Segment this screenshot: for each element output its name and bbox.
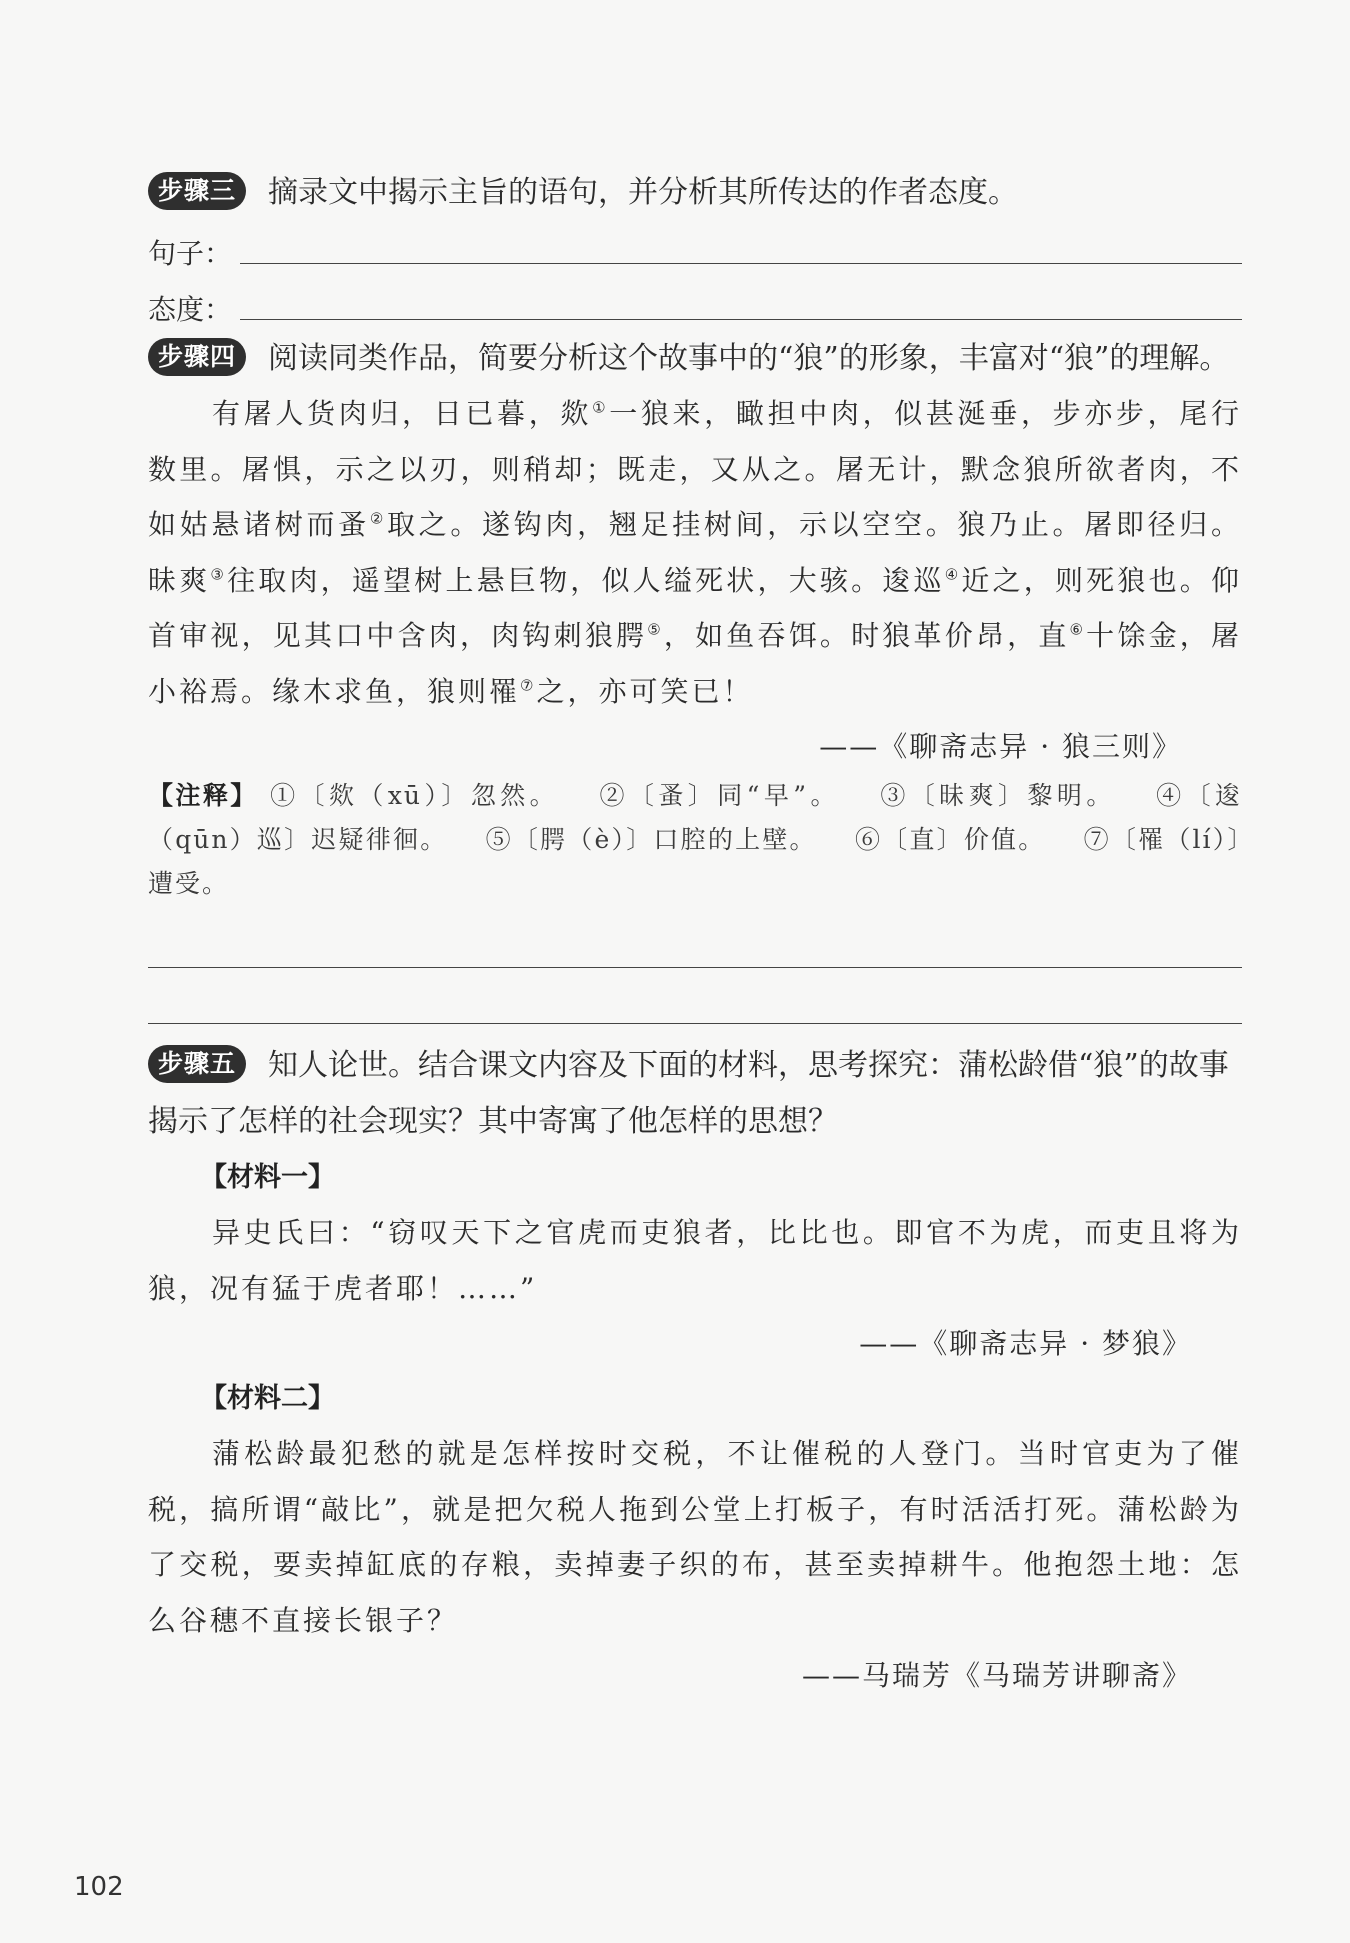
passage-segment: 有屠人货肉归，日已暮，欻 — [212, 397, 593, 430]
step5-text: 知人论世。结合课文内容及下面的材料，思考探究：蒲松龄借“狼”的故事揭示了怎样的社会现实？其中寄寓了他怎样的思想？ — [148, 1048, 1229, 1139]
footnote-marker: ③ — [210, 565, 228, 584]
material2-heading: 【材料二】 — [200, 1383, 335, 1414]
footnote-marker: ⑦ — [520, 676, 537, 695]
material1-source: ——《聊斋志异 · 梦狼》 — [859, 1327, 1192, 1360]
passage-segment: ，如鱼吞饵。时狼革价昂，直 — [663, 619, 1070, 652]
step5-prompt — [148, 1038, 1242, 1150]
step4-answer-line-2[interactable] — [148, 968, 1242, 1024]
annotation-item: ⑦〔罹（lí）〕遭受。 — [148, 825, 1242, 898]
attitude-answer-line[interactable] — [240, 318, 1242, 320]
step4-badge: 步骤四 — [148, 338, 246, 376]
passage-segment: 近之，则死狼也。仰首审视，见其口中含肉，肉钩刺狼腭 — [148, 563, 1242, 652]
step3-text: 摘录文中揭示主旨的语句，并分析其所传达的作者态度。 — [268, 175, 1019, 210]
annotations — [148, 774, 1242, 906]
passage-segment: 取之。遂钩肉，翘足挂树间，示以空空。狼乃止。屠即径归。昧爽 — [148, 508, 1242, 597]
step4-answer-line-1[interactable] — [148, 912, 1242, 968]
material2-source: ——马瑞芳《马瑞芳讲聊斋》 — [801, 1659, 1192, 1692]
footnote-marker: ① — [592, 398, 610, 417]
footnote-marker: ② — [369, 509, 387, 528]
passage-segment: 之，亦可笑已！ — [536, 674, 754, 708]
attitude-answer-row — [148, 272, 1242, 328]
material1-text: 异史氏曰：“窃叹天下之官虎而吏狼者，比比也。即官不为虎，而吏且将为狼，况有猛于虎者耶！……” — [148, 1216, 1242, 1305]
step4-text: 阅读同类作品，简要分析这个故事中的“狼”的形象，丰富对“狼”的理解。 — [268, 341, 1230, 376]
annotation-item: ③〔昧爽〕黎明。 — [880, 781, 1116, 810]
annotation-item: ②〔蚤〕同“早”。 — [599, 781, 840, 810]
sentence-answer-row — [148, 216, 1242, 272]
passage-source: ——《聊斋志异 · 狼三则》 — [819, 730, 1182, 763]
wolf-passage — [148, 386, 1242, 719]
step5-badge: 步骤五 — [148, 1045, 246, 1083]
footnote-marker: ⑤ — [647, 620, 664, 639]
footnote-marker: ⑥ — [1069, 620, 1087, 639]
attitude-label: 态度： — [148, 293, 233, 326]
footnote-marker: ④ — [944, 565, 962, 584]
passage-segment: 十馀金，屠小裕焉。缘木求鱼，狼则罹 — [148, 619, 1242, 708]
material2-text: 蒲松龄最犯愁的就是怎样按时交税，不让催税的人登门。当时官吏为了催税，搞所谓“敲比”，就是把欠税人拖到公堂上打板子，有时活活打死。蒲松龄为了交税，要卖掉缸底的存粮，卖掉妻子织的布，甚至卖掉耕牛。他抱怨土地：怎么谷穗不直接长银子？ — [148, 1437, 1242, 1637]
material1-heading: 【材料一】 — [200, 1162, 335, 1193]
annotation-item: ④〔逡（qūn）巡〕迟疑徘徊。 — [148, 781, 1243, 854]
annotations-label: 【注释】 — [148, 781, 258, 810]
sentence-answer-line[interactable] — [240, 262, 1242, 264]
passage-segment: 一狼来，瞰担中肉，似甚涎垂，步亦步，尾行数里。屠惧，示之以刃，则稍却；既走，又从之。屠无计，默念狼所欲者肉，不如姑悬诸树而蚤 — [148, 397, 1242, 541]
annotation-item: ⑤〔腭（è）〕口腔的上壁。 — [485, 825, 817, 854]
step3-badge: 步骤三 — [148, 172, 246, 210]
passage-segment: 往取肉，遥望树上悬巨物，似人缢死状，大骇。逡巡 — [227, 563, 945, 597]
step3-prompt — [148, 170, 1242, 216]
annotation-item: ①〔欻（xū）〕忽然。 — [270, 781, 560, 810]
step4-prompt — [148, 336, 1242, 382]
sentence-label: 句子： — [148, 237, 233, 270]
page-number: 102 — [74, 1872, 124, 1902]
page-content — [148, 170, 1242, 1703]
annotation-item: ⑥〔直〕价值。 — [854, 825, 1046, 854]
